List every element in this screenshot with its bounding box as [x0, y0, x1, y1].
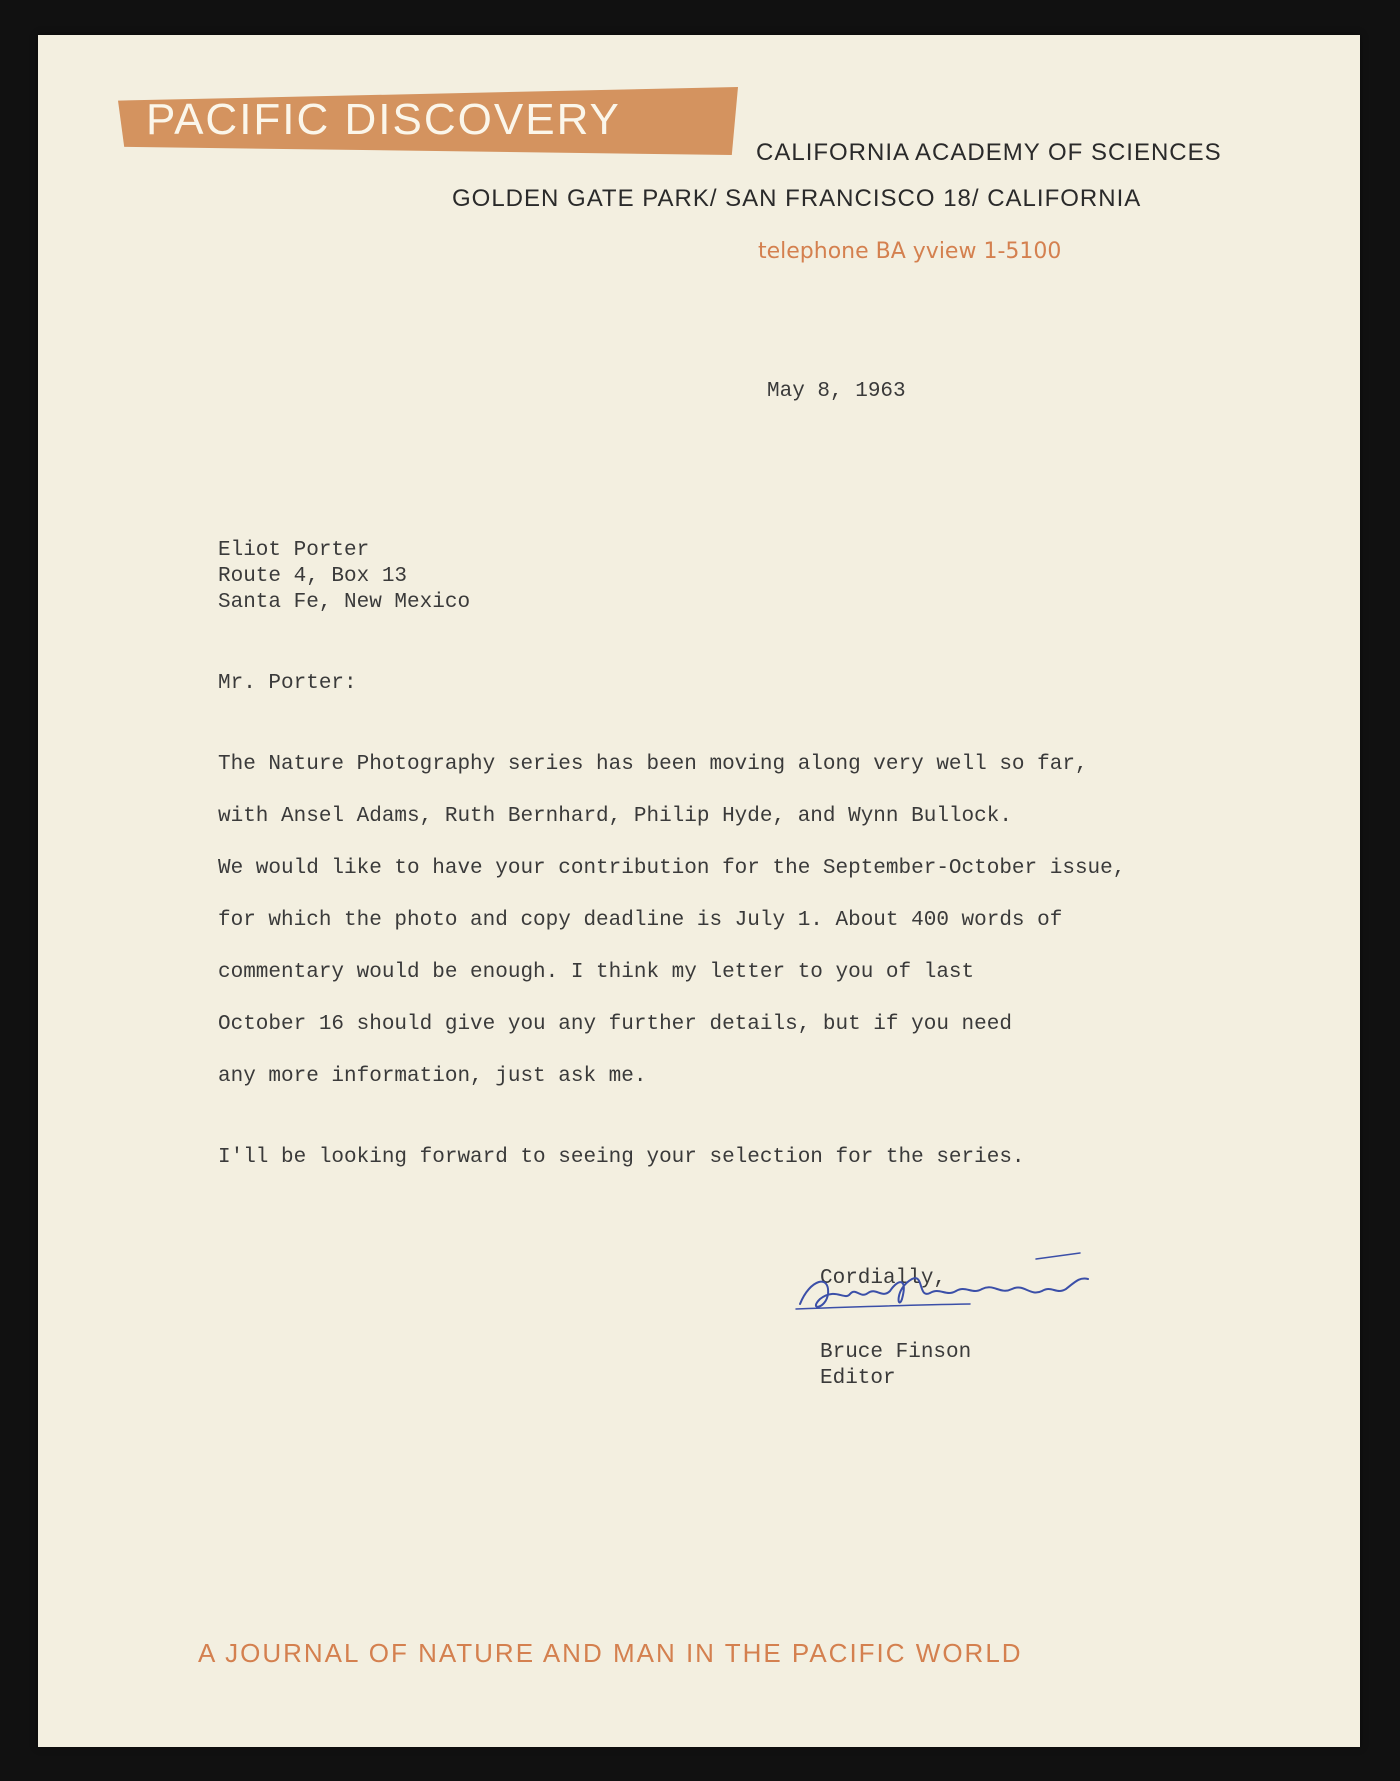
handwritten-signature	[790, 1249, 1110, 1329]
organization-address: GOLDEN GATE PARK/ SAN FRANCISCO 18/ CALIFORNIA	[452, 185, 1142, 212]
masthead-title: PACIFIC DISCOVERY	[146, 95, 621, 144]
signer-title: Editor	[820, 1367, 896, 1390]
organization-name: CALIFORNIA ACADEMY OF SCIENCES	[756, 139, 1222, 166]
closing-paragraph: I'll be looking forward to seeing your selection for the series.	[218, 1146, 1025, 1169]
body-line: for which the photo and copy deadline is July 1. About 400 words of	[218, 909, 1063, 932]
salutation: Mr. Porter:	[218, 672, 357, 695]
recipient-city: Santa Fe, New Mexico	[218, 591, 471, 614]
body-line: commentary would be enough. I think my letter to you of last	[218, 961, 975, 984]
footer-tagline: A JOURNAL OF NATURE AND MAN IN THE PACIFIC WORLD	[198, 1638, 1023, 1668]
body-line: October 16 should give you any further details, but if you need	[218, 1013, 1012, 1036]
recipient-street: Route 4, Box 13	[218, 565, 408, 588]
body-line: any more information, just ask me.	[218, 1065, 647, 1088]
recipient-name: Eliot Porter	[218, 539, 370, 562]
signer-name: Bruce Finson	[820, 1341, 972, 1364]
valediction: Cordially,	[820, 1267, 947, 1290]
body-line: The Nature Photography series has been moving along very well so far,	[218, 753, 1088, 776]
letter-sheet	[38, 35, 1360, 1747]
body-line: with Ansel Adams, Ruth Bernhard, Philip Hyde, and Wynn Bullock.	[218, 805, 1012, 828]
body-line: We would like to have your contribution for the September-October issue,	[218, 857, 1126, 880]
organization-telephone: telephone BA yview 1-5100	[758, 239, 1062, 264]
letter-date: May 8, 1963	[767, 380, 906, 403]
